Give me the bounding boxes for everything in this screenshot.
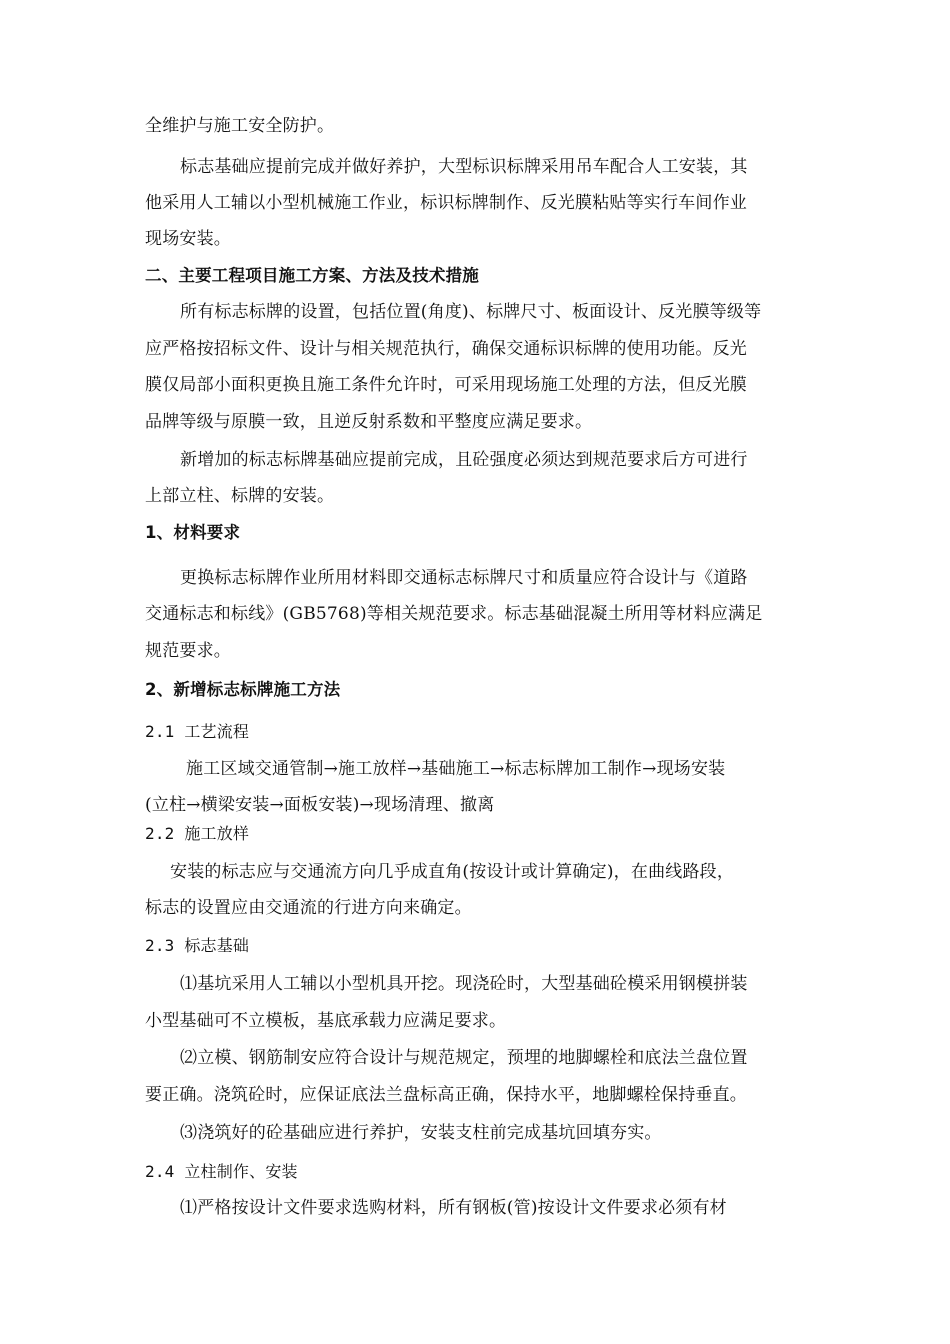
subsection-heading: 2.1 工艺流程	[145, 722, 250, 741]
text-line: 品牌等级与原膜一致，且逆反射系数和平整度应满足要求。	[145, 412, 593, 432]
text-line: 标志的设置应由交通流的行进方向来确定。	[145, 898, 472, 918]
text-line: (立柱→横梁安装→面板安装)→现场清理、撤离	[145, 795, 495, 815]
text-line: 要正确。浇筑砼时，应保证底法兰盘标高正确，保持水平，地脚螺栓保持垂直。	[145, 1085, 747, 1105]
text-line: 膜仅局部小面积更换且施工条件允许时，可采用现场施工处理的方法，但反光膜	[145, 375, 747, 395]
text-line: ⑵立模、钢筋制安应符合设计与规范规定，预埋的地脚螺栓和底法兰盘位置	[180, 1048, 748, 1068]
subsection-heading: 2.2 施工放样	[145, 824, 250, 843]
text-line: ⑴严格按设计文件要求选购材料，所有钢板(管)按设计文件要求必须有材	[180, 1198, 727, 1218]
text-line: 小型基础可不立模板，基底承载力应满足要求。	[145, 1011, 507, 1031]
text-line: 全维护与施工安全防护。	[145, 116, 335, 136]
text-line: 安装的标志应与交通流方向几乎成直角(按设计或计算确定)，在曲线路段，	[170, 862, 735, 882]
text-line: ⑶浇筑好的砼基础应进行养护，安装支柱前完成基坑回填夯实。	[180, 1123, 662, 1143]
text-line: 上部立柱、标牌的安装。	[145, 486, 335, 506]
text-line: 规范要求。	[145, 641, 231, 661]
subsection-heading: 2、新增标志标牌施工方法	[145, 680, 341, 699]
text-line: 所有标志标牌的设置，包括位置(角度)、标牌尺寸、板面设计、反光膜等级等	[180, 302, 762, 322]
text-line: ⑴基坑采用人工辅以小型机具开挖。现浇砼时，大型基础砼模采用钢模拼装	[180, 974, 748, 994]
text-line: 交通标志和标线》(GB5768)等相关规范要求。标志基础混凝土所用等材料应满足	[145, 604, 763, 624]
text-line: 应严格按招标文件、设计与相关规范执行，确保交通标识标牌的使用功能。反光	[145, 339, 747, 359]
text-line: 他采用人工辅以小型机械施工作业，标识标牌制作、反光膜粘贴等实行车间作业	[145, 193, 747, 213]
text-line: 标志基础应提前完成并做好养护，大型标识标牌采用吊车配合人工安装，其	[180, 157, 748, 177]
subsection-heading: 1、材料要求	[145, 523, 241, 542]
text-line: 施工区域交通管制→施工放样→基础施工→标志标牌加工制作→现场安装	[186, 759, 726, 779]
text-line: 现场安装。	[145, 229, 231, 249]
section-heading: 二、主要工程项目施工方案、方法及技术措施	[145, 266, 479, 285]
subsection-heading: 2.4 立柱制作、安装	[145, 1162, 298, 1181]
text-line: 新增加的标志标牌基础应提前完成，且砼强度必须达到规范要求后方可进行	[180, 450, 748, 470]
text-line: 更换标志标牌作业所用材料即交通标志标牌尺寸和质量应符合设计与《道路	[180, 568, 748, 588]
subsection-heading: 2.3 标志基础	[145, 936, 250, 955]
